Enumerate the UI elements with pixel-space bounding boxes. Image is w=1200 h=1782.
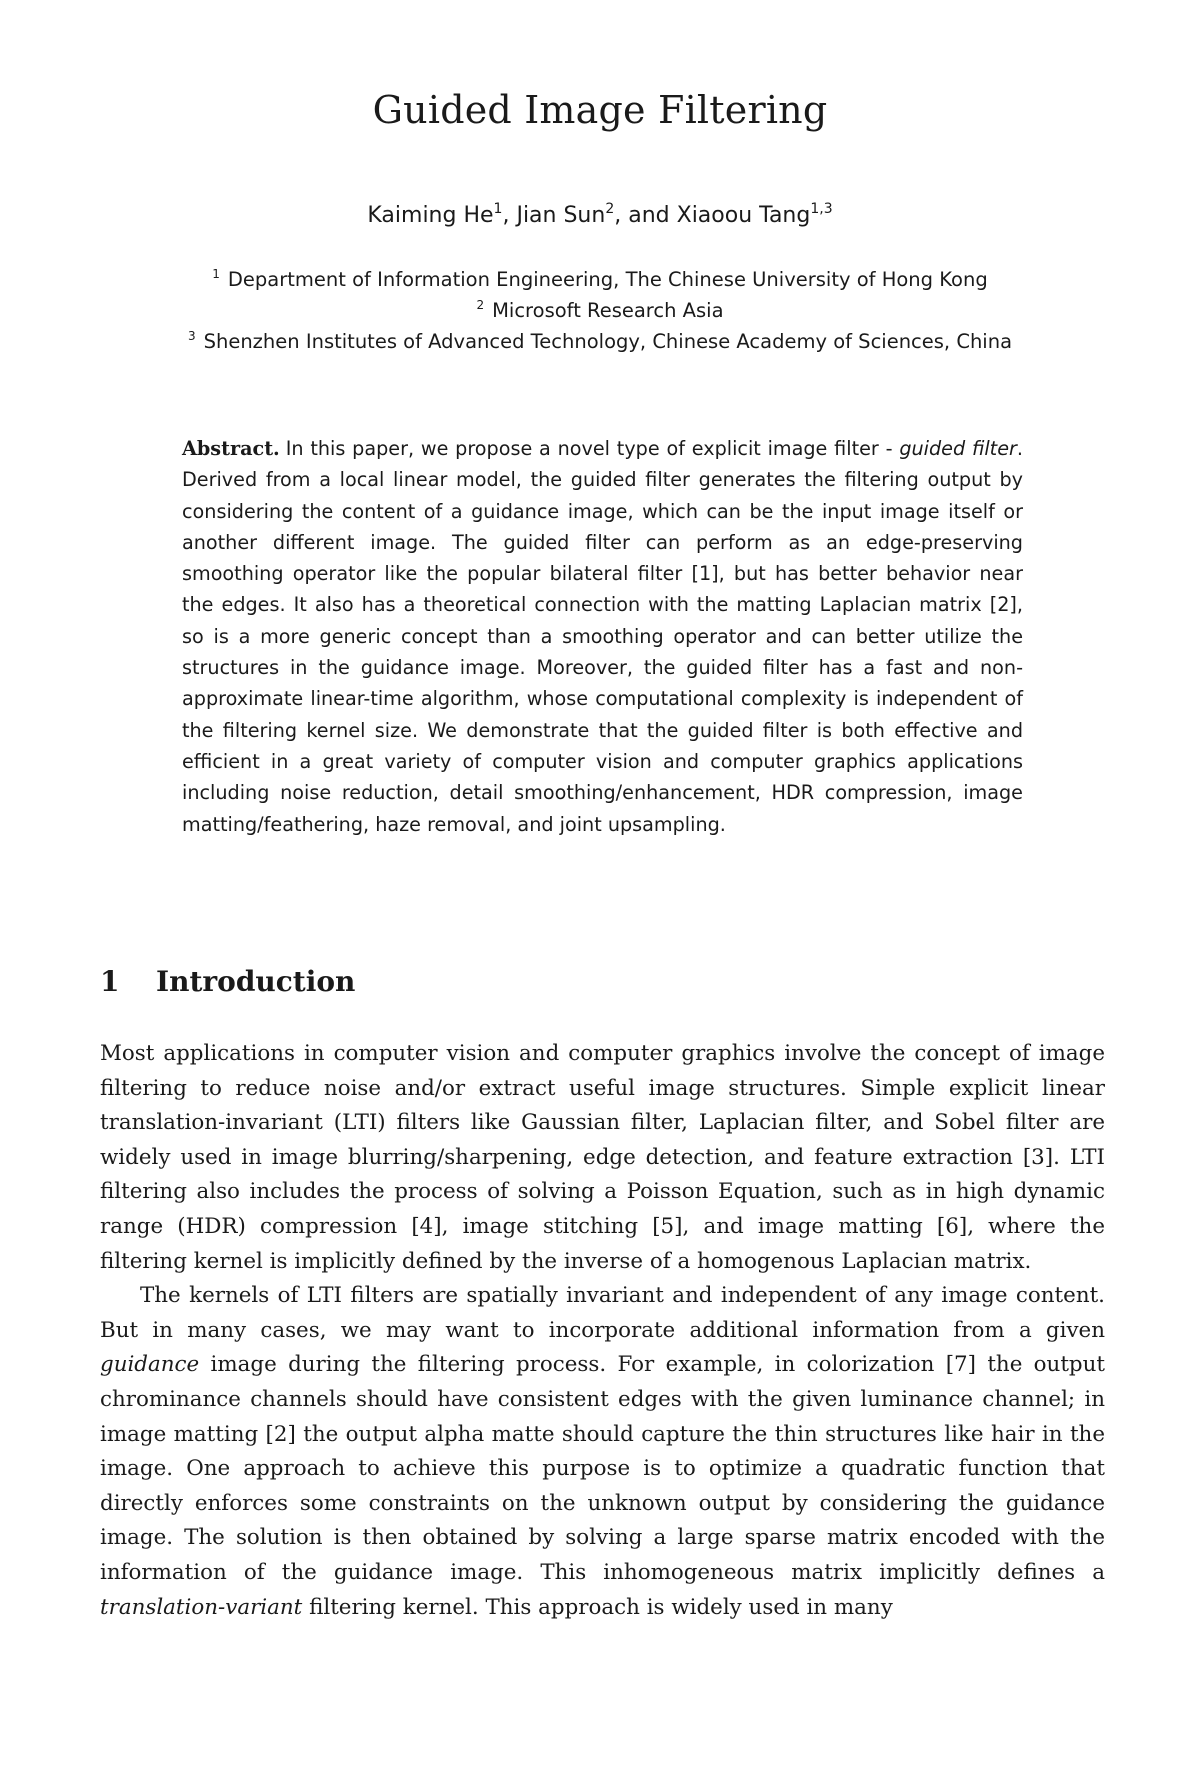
affiliation-text: Shenzhen Institutes of Advanced Technology, Chinese Academy of Sciences, China: [203, 330, 1013, 353]
abstract-paragraph: [182, 433, 1023, 840]
affiliation-number: 1: [212, 267, 220, 281]
body-emphasis: guidance: [100, 1352, 200, 1378]
abstract-label: Abstract.: [182, 437, 280, 460]
author-line: [0, 203, 1200, 228]
abstract-text: . Derived from a local linear model, the guided filter generates the filtering output by considering the content of a guidance image, which can be the input image itself or another different image. The guided filter can perform as an edge-preserving smoothing operator like the popular bilateral filter [1], but has better behavior near the edges. It also has a theoretical connection with the matting Laplacian matrix [2], so is a more generic concept than a smoothing operator and can better utilize the structures in the guidance image. Moreover, the guided filter has a fast and non-approximate linear-time algorithm, whose computational complexity is independent of the filtering kernel size. We demonstrate that the guided filter is both effective and efficient in a great variety of computer vision and computer graphics applications including noise reduction, detail smoothing/enhancement, HDR compression, image matting/feathering, haze removal, and joint upsampling.: [182, 437, 1023, 836]
author-name: Xiaoou Tang: [676, 203, 811, 228]
affiliation-line: [0, 295, 1200, 326]
body-text: [100, 1037, 1105, 1625]
affiliation-text: Department of Information Engineering, The Chinese University of Hong Kong: [227, 268, 988, 291]
affiliation-line: [0, 264, 1200, 295]
paper-title: Guided Image Filtering: [372, 88, 828, 132]
body-text-run: filtering kernel. This approach is widely used in many: [302, 1594, 893, 1620]
author-separator: ,: [502, 203, 517, 228]
abstract-text: In this paper, we propose a novel type of explicit image filter -: [285, 437, 900, 460]
author-affiliation-mark: 1,3: [810, 201, 833, 217]
affiliation-list: [0, 264, 1200, 357]
section-heading: [100, 965, 355, 998]
abstract-emphasis: guided filter: [899, 437, 1017, 460]
affiliation-number: 3: [187, 329, 196, 343]
section-title: Introduction: [156, 965, 356, 998]
affiliation-text: Microsoft Research Asia: [492, 299, 724, 322]
body-text-run: image during the filtering process. For example, in colorization [7] the output chrominance channels should have consistent edges with the given luminance channel; in image matting [2] the output alpha matte should capture the thin structures like hair in the image. One approach to achieve this purpose is to optimize a quadratic function that directly enforces some constraints on the unknown output by considering the guidance image. The solution is then obtained by solving a large sparse matrix encoded with the information of the guidance image. This inhomogeneous matrix implicitly defines a: [100, 1352, 1105, 1585]
body-text-run: The kernels of LTI filters are spatially invariant and independent of any image content. But in many cases, we may want to incorporate additional information from a given: [100, 1283, 1105, 1343]
author-name: Jian Sun: [516, 203, 606, 228]
author-name: Kaiming He: [367, 203, 494, 228]
author-affiliation-mark: 1: [493, 201, 503, 217]
author-separator: , and: [614, 203, 677, 228]
body-emphasis: translation-variant: [100, 1594, 303, 1620]
body-paragraph: [100, 1279, 1105, 1625]
section-number: 1: [100, 965, 120, 998]
author-affiliation-mark: 2: [605, 201, 615, 217]
body-paragraph: Most applications in computer vision and computer graphics involve the concept of image filtering to reduce noise and/or extract useful image structures. Simple explicit linear translation-invariant (LTI) filters like Gaussian filter, Laplacian filter, and Sobel filter are widely used in image blurring/sharpening, edge detection, and feature extraction [3]. LTI filtering also includes the process of solving a Poisson Equation, such as in high dynamic range (HDR) compression [4], image stitching [5], and image matting [6], where the filtering kernel is implicitly defined by the inverse of a homogenous Laplacian matrix.: [100, 1041, 1105, 1274]
affiliation-number: 2: [476, 298, 485, 312]
affiliation-line: [0, 326, 1200, 357]
